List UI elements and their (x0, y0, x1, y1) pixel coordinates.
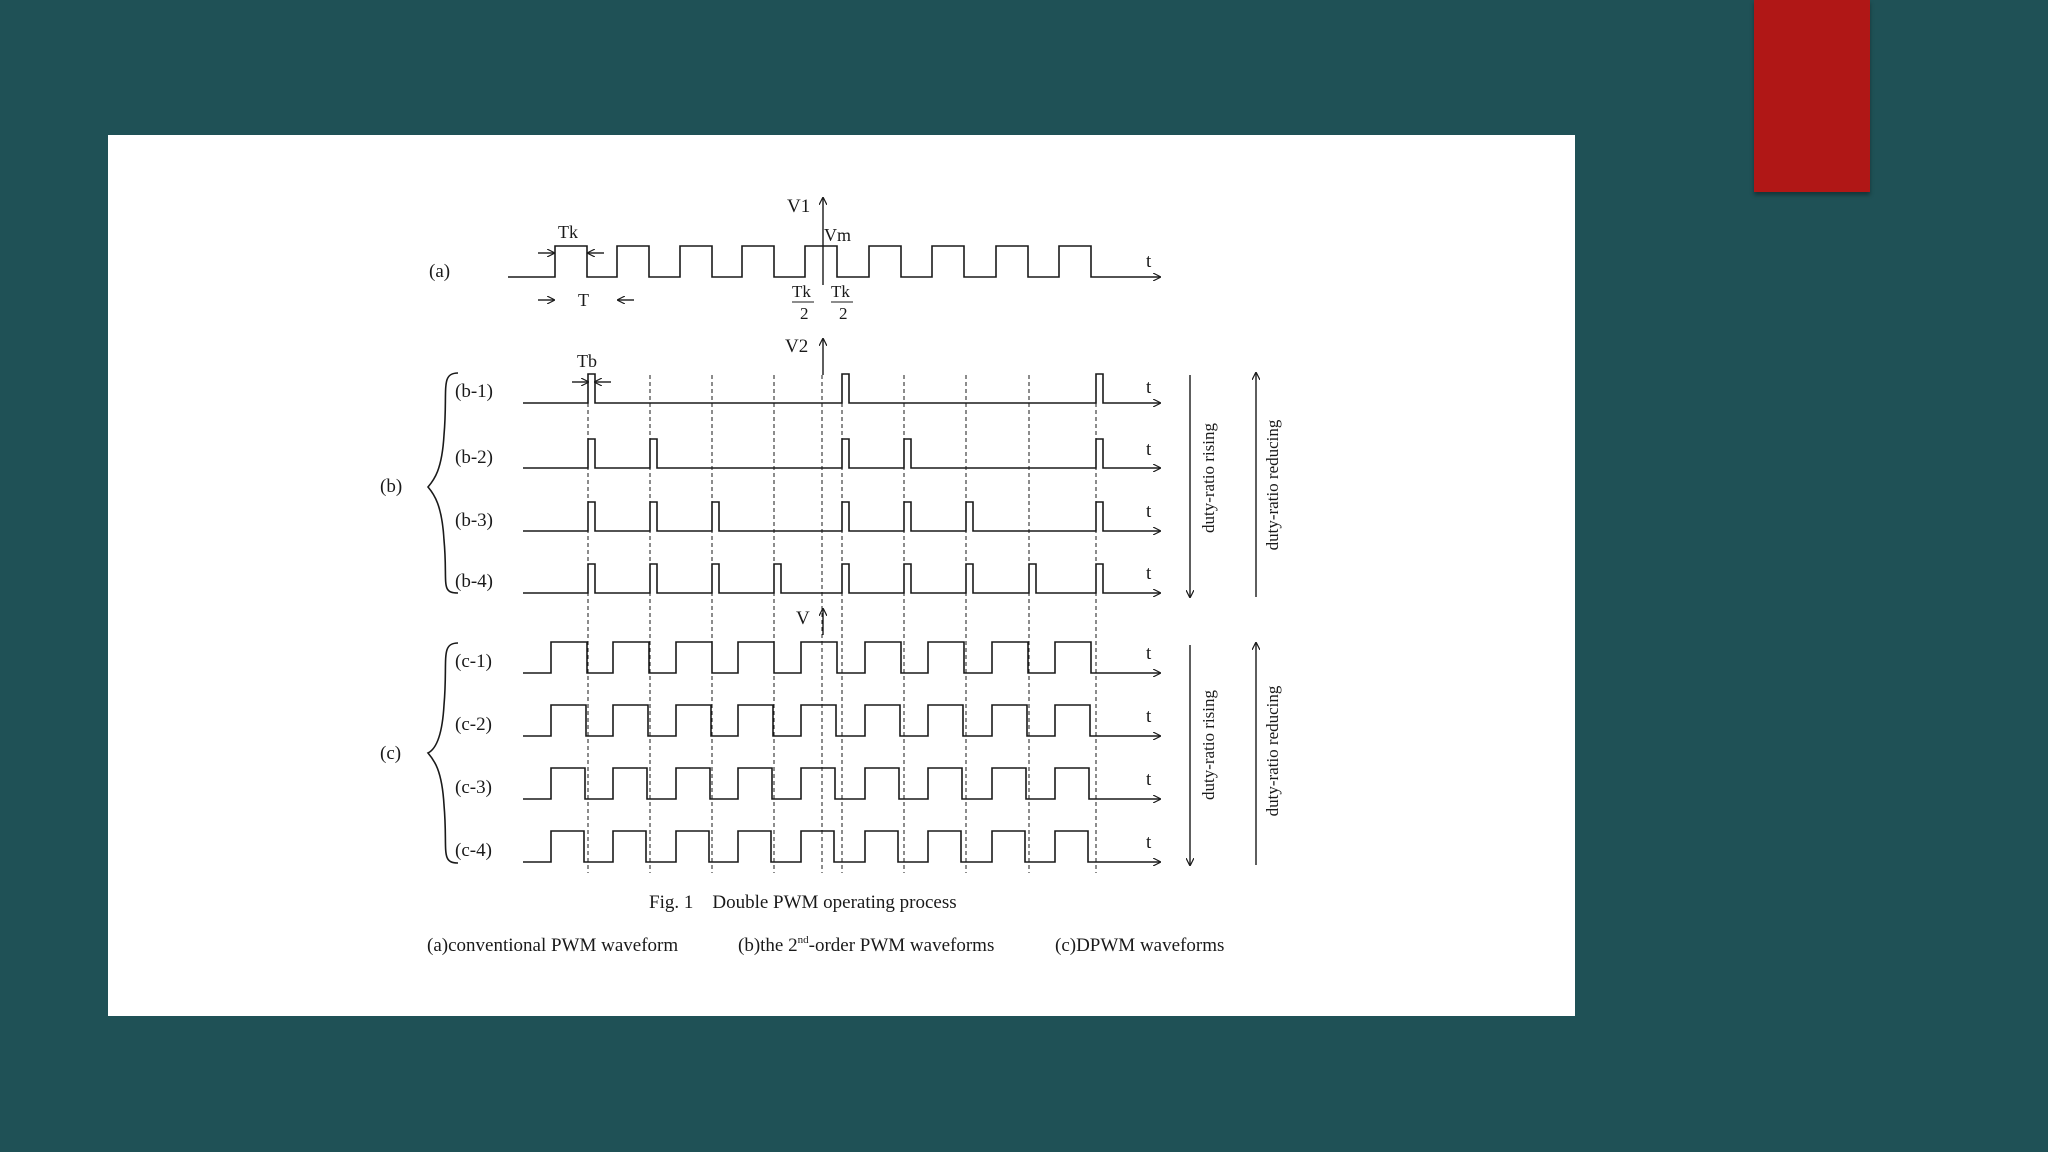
group-label-c: (c) (380, 743, 402, 764)
caption-b-pre: (b)the 2 (738, 935, 798, 956)
group-label-b: (b) (380, 476, 403, 497)
period-label: T (578, 290, 589, 310)
signal-label-v: V (796, 608, 810, 629)
t-label-b-2: t (1146, 439, 1152, 460)
half-tk-left-num: Tk (792, 282, 811, 301)
label-duty-reducing-b: duty-ratio reducing (1263, 419, 1282, 551)
t-label-c-4: t (1146, 832, 1152, 853)
wave-c-1 (523, 642, 1136, 673)
t-label-c-3: t (1146, 769, 1152, 790)
row-label-c-1: (c-1) (455, 651, 492, 672)
label-duty-reducing-c: duty-ratio reducing (1263, 685, 1282, 817)
half-tk-right-den: 2 (839, 304, 848, 323)
caption-b-sup: nd (797, 934, 809, 946)
wave-b-1 (523, 374, 1136, 403)
row-label-b-4: (b-4) (455, 571, 493, 592)
label-duty-rising-c: duty-ratio rising (1199, 689, 1218, 801)
row-label-b-2: (b-2) (455, 447, 493, 468)
row-label-c-2: (c-2) (455, 714, 492, 735)
figure-panel (108, 135, 1575, 1016)
caption-b-post: -order PWM waveforms (808, 935, 995, 956)
t-label-a: t (1146, 251, 1152, 272)
wave-c-3 (523, 768, 1136, 799)
t-label-b-3: t (1146, 501, 1152, 522)
wave-b-2 (523, 439, 1136, 468)
row-label-b-3: (b-3) (455, 510, 493, 531)
wave-b-3 (523, 502, 1136, 531)
t-label-b-4: t (1146, 563, 1152, 584)
wave-a (508, 246, 1136, 277)
label-duty-rising-b: duty-ratio rising (1199, 422, 1218, 534)
row-label-c-3: (c-3) (455, 777, 492, 798)
wave-c-4 (523, 831, 1136, 862)
row-label-c-4: (c-4) (455, 840, 492, 861)
brace-b (428, 373, 458, 593)
figure-caption-sub-c: (c)DPWM waveforms (1055, 935, 1225, 956)
figure-caption-sub-b (738, 934, 994, 956)
half-tk-left-den: 2 (800, 304, 809, 323)
signal-label-v2: V2 (785, 336, 809, 357)
brace-c (428, 643, 458, 863)
t-label-b-1: t (1146, 377, 1152, 398)
t-label-c-2: t (1146, 706, 1152, 727)
row-label-b-1: (b-1) (455, 381, 493, 402)
half-tk-right-num: Tk (831, 282, 850, 301)
accent-bar (1754, 0, 1870, 192)
tb-label: Tb (577, 351, 597, 371)
vm-label: Vm (824, 225, 851, 245)
row-label-a: (a) (429, 261, 451, 282)
wave-c-2 (523, 705, 1136, 736)
tk-label: Tk (558, 222, 578, 242)
pwm-diagram (108, 135, 1575, 1016)
figure-caption-sub-a: (a)conventional PWM waveform (427, 935, 679, 956)
figure-caption-title: Fig. 1 Double PWM operating process (649, 892, 957, 913)
t-label-c-1: t (1146, 643, 1152, 664)
wave-b-4 (523, 564, 1136, 593)
signal-label-v1: V1 (787, 196, 811, 217)
